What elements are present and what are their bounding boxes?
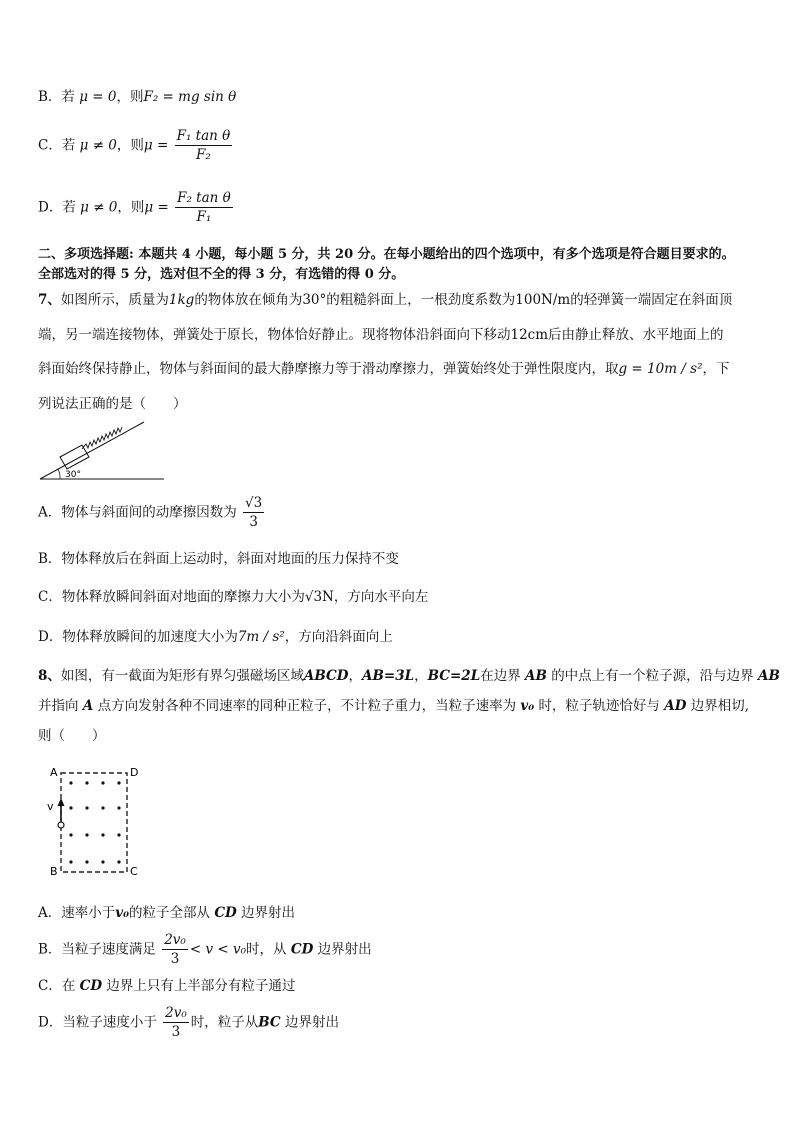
text: A．速率小于: [38, 905, 116, 921]
text: ，方向沿斜面向上: [284, 629, 393, 645]
text: ，方向水平向左: [333, 589, 429, 605]
distance-value: 12cm: [510, 327, 549, 343]
text: 边界射出: [284, 1014, 339, 1031]
fraction: [175, 128, 233, 163]
text: 如图，有一截面为矩形有界匀强磁场区域: [60, 668, 304, 684]
option-6b: [38, 88, 236, 106]
text: 如图所示，质量为: [60, 292, 169, 308]
text: B．当粒子速度满足: [38, 941, 156, 958]
fraction: [243, 495, 264, 530]
gravity-value: g = 10m / s²: [618, 361, 703, 377]
option-6c: [38, 128, 234, 163]
text: 点方向发射各种不同速率的同种正粒子，不计粒子重力，当粒子速率为: [97, 698, 517, 714]
text: 的轻弹簧一端固定在斜面顶: [570, 292, 733, 308]
bc-length: BC=2L: [427, 668, 481, 684]
text: 端，另一端连接物体，弹簧处于原长，物体恰好静止。现将物体沿斜面向下移动: [38, 327, 511, 343]
text: ，: [348, 668, 362, 684]
edge-label: AB: [525, 668, 547, 684]
q8-line3: 则（ ）: [38, 728, 106, 744]
formula: F₂ = mg sin θ: [143, 89, 237, 105]
condition: μ ≠ 0: [79, 137, 117, 154]
denominator: F₁: [196, 209, 212, 225]
lhs: μ =: [144, 199, 169, 216]
corner-c-label: C: [130, 865, 138, 878]
field-dots: [69, 781, 120, 863]
question-number: 8、: [38, 668, 61, 684]
edge-label: BC: [258, 1014, 281, 1031]
velocity-symbol: v₀: [115, 905, 130, 921]
fraction: [175, 190, 233, 225]
q7-line2: [38, 326, 724, 344]
text: 边界射出: [241, 905, 296, 921]
numerator: 2v₀: [165, 1005, 187, 1021]
incline-figure: [38, 418, 168, 482]
fraction: [163, 1005, 189, 1040]
region-label: ABCD: [303, 668, 349, 684]
option-6d: [38, 190, 235, 225]
corner-d-label: D: [130, 766, 139, 779]
edge-label: CD: [79, 978, 103, 994]
field-boundary: [61, 773, 127, 872]
q8-option-a: [38, 904, 295, 922]
option-label: C．若: [38, 137, 76, 154]
numerator: F₂ tan θ: [177, 190, 231, 206]
text: D．当粒子速度小于: [38, 1014, 157, 1031]
text: C．在: [38, 978, 76, 994]
text: 斜面始终保持静止，物体与斜面间的最大静摩擦力等于滑动摩擦力，弹簧始终处于弹性限度内，取: [38, 361, 619, 377]
condition: μ ≠ 0: [80, 199, 118, 216]
edge-label: AD: [664, 698, 687, 714]
text: 的粒子全部从: [129, 905, 211, 921]
q8-option-c: [38, 977, 295, 995]
text: 边界上只有上半部分有粒子通过: [106, 978, 296, 994]
corner-b-label: B: [50, 865, 58, 878]
text: 在边界: [480, 668, 521, 684]
text: 的中点上有一个粒子源，沿与边界: [551, 668, 754, 684]
text: 的粗糙斜面上，一根劲度系数为: [326, 292, 516, 308]
particle-source: [58, 822, 64, 828]
text: A．物体与斜面间的动摩擦因数为: [38, 504, 237, 521]
q8-line2: [38, 697, 749, 715]
block: [60, 445, 89, 469]
q8-option-d: [38, 1005, 339, 1040]
q7-line1: [38, 291, 732, 309]
section-heading-line2: 全部选对的得 5 分，选对但不全的得 3 分，有选错的得 0 分。: [38, 267, 405, 282]
angle-label: 30°: [65, 470, 81, 480]
numerator: 2v₀: [164, 932, 186, 948]
conj: ，则: [116, 137, 144, 154]
velocity-label: v: [47, 800, 54, 813]
text: 后由静止释放、水平地面上的: [548, 327, 724, 343]
arrowhead: [58, 798, 65, 806]
lhs: μ =: [143, 137, 169, 154]
denominator: 3: [249, 514, 258, 530]
text: 时，从: [246, 941, 287, 958]
stiffness-value: 100N/m: [515, 292, 571, 308]
edge-label: CD: [214, 905, 237, 921]
spring: [82, 427, 122, 449]
friction-value: √3N: [304, 589, 334, 605]
inequality: < v < v₀: [189, 941, 247, 958]
q8-option-b: [38, 932, 372, 967]
question-number: 7、: [38, 292, 61, 308]
ab-length: AB=3L: [362, 668, 415, 684]
text: C．物体释放瞬间斜面对地面的摩擦力大小为: [38, 589, 305, 605]
text: 边界相切,: [690, 698, 750, 714]
denominator: F₂: [196, 147, 211, 163]
point-label: A: [82, 698, 94, 714]
denominator: 3: [170, 951, 180, 967]
q7-option-a: [38, 495, 266, 530]
q7-option-b: B．物体释放后在斜面上运动时，斜面对地面的压力保持不变: [38, 551, 399, 567]
q7-line4: 列说法正确的是（ ）: [38, 396, 187, 412]
q8-line1: [38, 667, 780, 685]
conj: ，则: [117, 199, 145, 216]
field-figure: [40, 763, 150, 881]
velocity-symbol: v₀: [520, 698, 535, 714]
edge-label: AB: [757, 668, 780, 684]
angle-value: 30°: [302, 292, 327, 308]
numerator: √3: [245, 495, 263, 511]
incline-line: [40, 422, 144, 479]
mass-value: 1kg: [168, 292, 195, 308]
section-heading-line1: 二、多项选择题: 本题共 4 小题，每小题 5 分，共 20 分。在每小题给出的四个选项中，有多个选项是符合题目要求的。: [38, 247, 735, 262]
text: 的物体放在倾角为: [194, 292, 303, 308]
text: ，: [414, 668, 428, 684]
text: ，下: [702, 361, 730, 377]
conj: ，则: [116, 89, 144, 105]
text: 并指向: [38, 698, 79, 714]
text: D．物体释放瞬间的加速度大小为: [38, 629, 238, 645]
angle-arc: [58, 469, 60, 479]
edge-label: CD: [290, 941, 314, 958]
option-label: B．若: [38, 89, 75, 105]
q7-option-d: [38, 628, 393, 646]
text: 时，粒子轨迹恰好与: [538, 698, 660, 714]
text: 时，粒子从: [190, 1014, 259, 1031]
condition: μ = 0: [79, 89, 117, 105]
acceleration-value: 7m / s²: [237, 629, 285, 645]
q7-option-c: [38, 588, 428, 606]
denominator: 3: [171, 1024, 181, 1040]
q7-line3: [38, 360, 730, 378]
option-label: D．若: [38, 199, 76, 216]
numerator: F₁ tan θ: [176, 128, 231, 144]
fraction: [162, 932, 188, 967]
corner-a-label: A: [50, 766, 58, 779]
text: 边界射出: [317, 941, 372, 958]
